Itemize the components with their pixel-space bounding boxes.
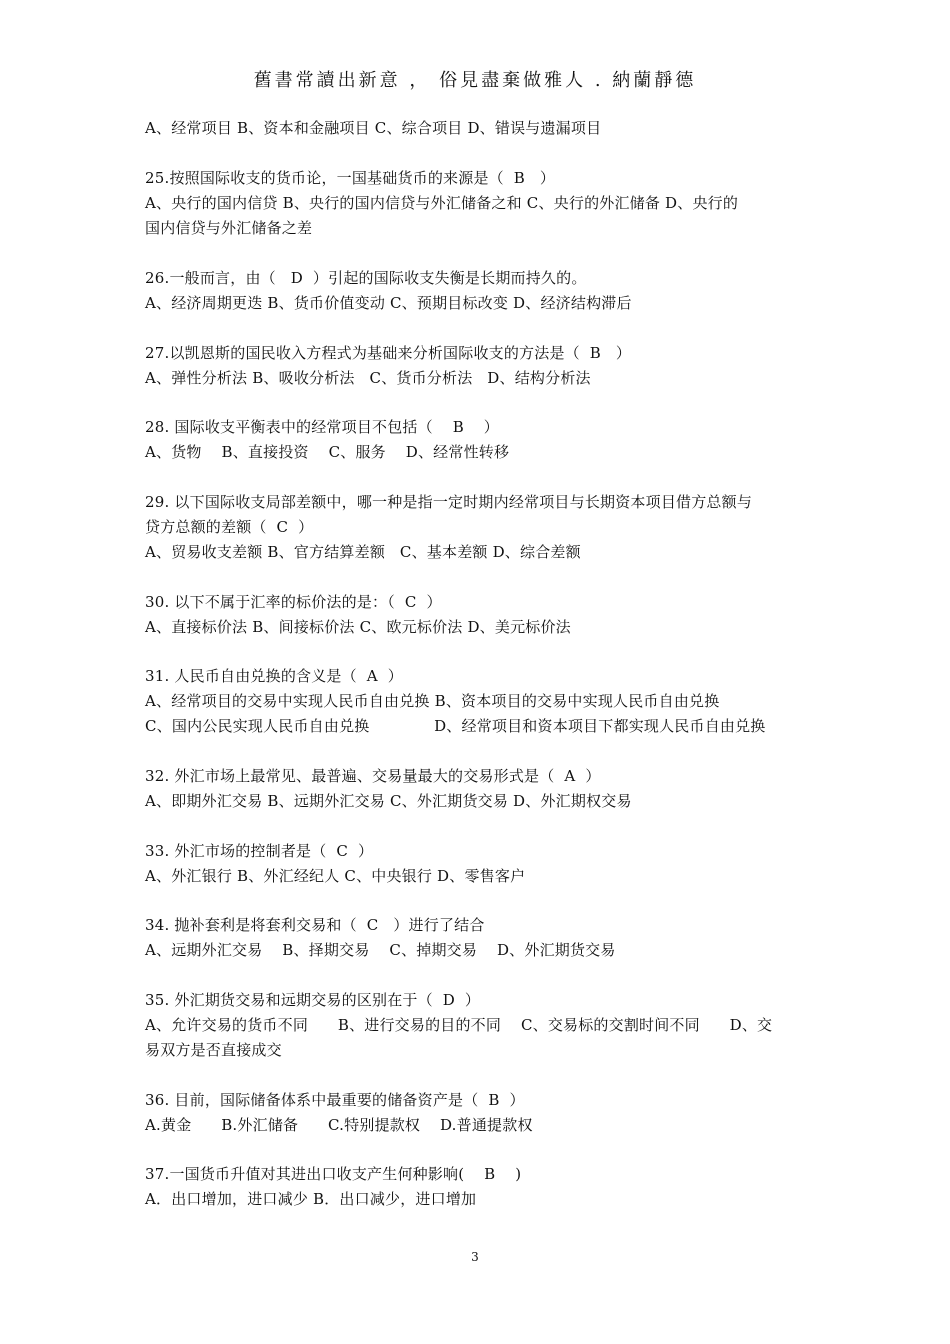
answer-options-27: A、弹性分析法 B、吸收分析法 C、货币分析法 D、结构分析法 xyxy=(145,369,591,387)
question-35: 35. 外汇期货交易和远期交易的区别在于（ D ） xyxy=(145,991,481,1009)
answer-options-28: A、货物 B、直接投资 C、服务 D、经常性转移 xyxy=(145,443,510,461)
question-30: 30. 以下不属于汇率的标价法的是：（ C ） xyxy=(145,593,442,611)
question-36: 36. 目前，国际储备体系中最重要的储备资产是（ B ） xyxy=(145,1091,525,1109)
answer-options-24: A、经常项目 B、资本和金融项目 C、综合项目 D、错误与遗漏项目 xyxy=(145,119,602,137)
question-28: 28. 国际收支平衡表中的经常项目不包括（ B ） xyxy=(145,418,499,436)
answer-options-34: A、远期外汇交易 B、择期交易 C、掉期交易 D、外汇期货交易 xyxy=(145,941,616,959)
answer-options-29: A、贸易收支差额 B、官方结算差额 C、基本差额 D、综合差额 xyxy=(145,543,581,561)
question-25: 25.按照国际收支的货币论，一国基础货币的来源是（ B ） xyxy=(145,169,556,187)
page-number: 3 xyxy=(471,1250,479,1264)
question-32: 32. 外汇市场上最常见、最普遍、交易量最大的交易形式是（ A ） xyxy=(145,767,601,785)
answer-options-31: A、经常项目的交易中实现人民币自由兑换 B、资本项目的交易中实现人民币自由兑换 xyxy=(145,692,720,710)
page-header-motto: 舊書常讀出新意 ， 俗見盡棄做雅人 . 納蘭靜德 xyxy=(253,70,697,91)
answer-options-31-cont: C、国内公民实现人民币自由兑换 D、经常项目和资本项目下都实现人民币自由兑换 xyxy=(145,717,766,735)
answer-options-25: A、央行的国内信贷 B、央行的国内信贷与外汇储备之和 C、央行的外汇储备 D、央行的 xyxy=(145,194,739,212)
question-29-cont: 贷方总额的差额（ C ） xyxy=(145,518,314,536)
question-27: 27.以凯恩斯的国民收入方程式为基础来分析国际收支的方法是（ B ） xyxy=(145,344,632,362)
answer-options-26: A、经济周期更迭 B、货币价值变动 C、预期目标改变 D、经济结构滞后 xyxy=(145,294,632,312)
answer-options-36: A.黄金 B.外汇储备 C.特别提款权 D.普通提款权 xyxy=(145,1116,533,1134)
question-33: 33. 外汇市场的控制者是（ C ） xyxy=(145,842,374,860)
answer-options-35-cont: 易双方是否直接成交 xyxy=(145,1041,282,1059)
question-26: 26.一般而言，由（ D ）引起的国际收支失衡是长期而持久的。 xyxy=(145,269,587,287)
answer-options-25-cont: 国内信贷与外汇储备之差 xyxy=(145,219,313,237)
question-31: 31. 人民币自由兑换的含义是（ A ） xyxy=(145,667,403,685)
answer-options-37: A．出口增加，进口减少 B．出口减少，进口增加 xyxy=(145,1190,477,1208)
answer-options-33: A、外汇银行 B、外汇经纪人 C、中央银行 D、零售客户 xyxy=(145,867,526,885)
question-29: 29. 以下国际收支局部差额中，哪一种是指一定时期内经常项目与长期资本项目借方总额与 xyxy=(145,493,753,511)
question-37: 37.一国货币升值对其进出口收支产生何种影响( B ) xyxy=(145,1165,522,1183)
answer-options-35: A、允许交易的货币不同 B、进行交易的目的不同 C、交易标的交割时间不同 D、交 xyxy=(145,1016,773,1034)
answer-options-30: A、直接标价法 B、间接标价法 C、欧元标价法 D、美元标价法 xyxy=(145,618,571,636)
question-34: 34. 抛补套利是将套利交易和（ C ）进行了结合 xyxy=(145,916,485,934)
answer-options-32: A、即期外汇交易 B、远期外汇交易 C、外汇期货交易 D、外汇期权交易 xyxy=(145,792,632,810)
